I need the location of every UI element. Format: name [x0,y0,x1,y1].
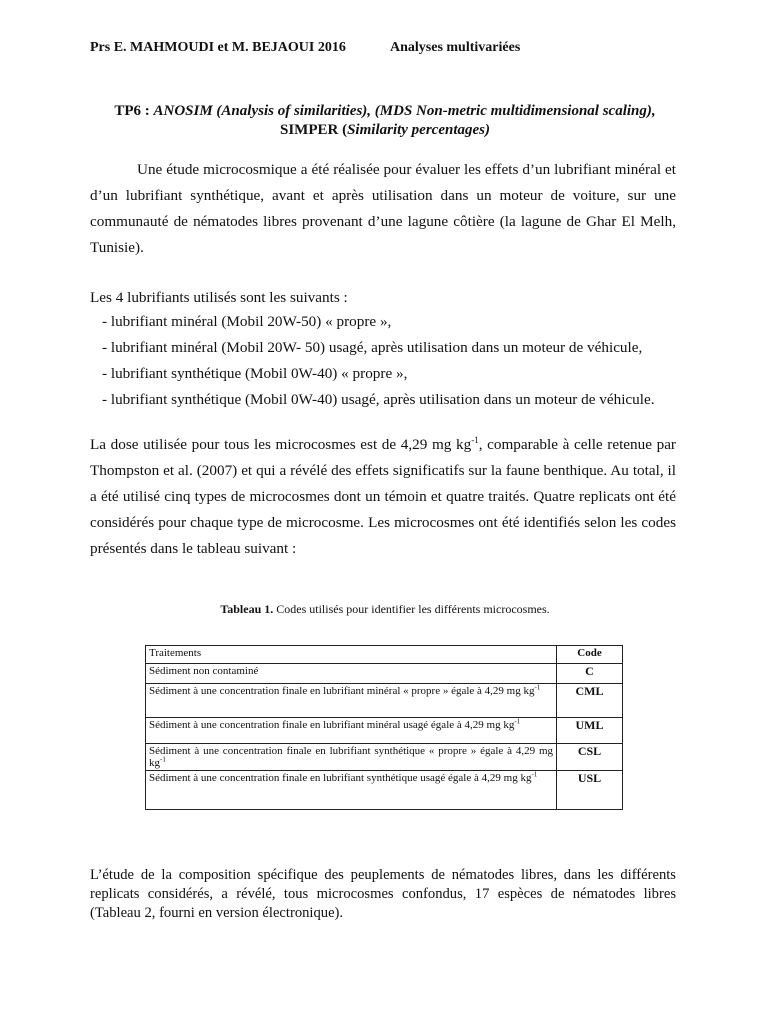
dose-exponent: -1 [471,434,479,445]
title-part2-italic: Similarity percentages) [347,122,490,138]
column-header-code: Code [557,646,623,664]
header-authors: Prs E. MAHMOUDI et M. BEJAOUI 2016 [90,40,346,55]
code-cell: USL [557,771,623,810]
list-item: - lubrifiant synthétique (Mobil 0W-40) usagé, après utilisation dans un moteur de véhicule. [102,391,655,408]
list-item: - lubrifiant synthétique (Mobil 0W-40) « propre », [102,365,408,382]
dose-paragraph [90,432,676,562]
lubricants-intro: Les 4 lubrifiants utilisés sont les suivants : [90,289,348,306]
table-header-row [146,646,623,664]
column-header-treatments: Traitements [146,646,557,664]
code-cell: UML [557,718,623,744]
lubricants-list [102,309,655,413]
species-paragraph: L’étude de la composition spécifique des peuplements de nématodes libres, dans les différents replicats considérés, a révélé, tous microcosmes confondus, 17 espèces de nématodes libres (Tableau 2, fourni en version électronique). [90,867,676,921]
code-cell: C [557,664,623,684]
intro-paragraph-text: Une étude microcosmique a été réalisée pour évaluer les effets d’un lubrifiant minéral et d’un lubrifiant synthétique, avant et après utilisation dans un moteur de voiture, sur une communauté de nématodes libres provenant d’une lagune côtière (la lagune de Ghar El Melh, Tunisie). [90,161,676,256]
dose-text-1: La dose utilisée pour tous les microcosmes est de 4,29 mg kg [90,436,472,453]
treatment-cell: Sédiment non contaminé [146,664,557,684]
table-caption [90,602,680,617]
header-subject: Analyses multivariées [390,40,521,55]
table-caption-label: Tableau 1. [220,602,274,616]
treatment-cell: Sédiment à une concentration finale en lubrifiant synthétique usagé égale à 4,29 mg $kg^{-1}$ [146,771,557,810]
table-row [146,771,623,810]
page-header [90,40,708,56]
table-row [146,718,623,744]
intro-paragraph [90,157,676,261]
treatment-cell: Sédiment à une concentration finale en lubrifiant minéral « propre » égale à 4,29 mg $kg^{-1}$ [146,684,557,718]
list-item: - lubrifiant minéral (Mobil 20W-50) « propre », [102,313,392,330]
dose-text-2: , comparable à celle retenue par Thompston et al. (2007) et qui a révélé des effets significatifs sur la faune benthique. Au total, il a été utilisé cinq types de microcosmes dont un témoin et quatre traités. Quatre replicats ont été considérés pour chaque type de microcosme. Les microcosmes ont été identifiés selon les codes présentés dans le tableau suivant : [90,436,676,557]
treatment-cell: Sédiment à une concentration finale en lubrifiant synthétique « propre » égale à 4,29 mg $kg^{-1}$ [146,744,557,771]
codes-table [145,645,623,810]
code-cell: CSL [557,744,623,771]
table-caption-text: Codes utilisés pour identifier les différents microcosmes. [273,602,550,616]
title-part1: ANOSIM (Analysis of similarities), (MDS Non-metric multidimensional scaling), [153,103,656,119]
code-cell: CML [557,684,623,718]
table-row [146,664,623,684]
table-row [146,744,623,771]
title-part2-bold: SIMPER ( [280,122,348,138]
table-row [146,684,623,718]
title-prefix: TP6 : [114,103,154,119]
treatment-cell: Sédiment à une concentration finale en lubrifiant minéral usagé égale à 4,29 mg $kg^{-1}$ [146,718,557,744]
document-title [90,102,680,140]
list-item: - lubrifiant minéral (Mobil 20W- 50) usagé, après utilisation dans un moteur de véhicule, [102,339,643,356]
